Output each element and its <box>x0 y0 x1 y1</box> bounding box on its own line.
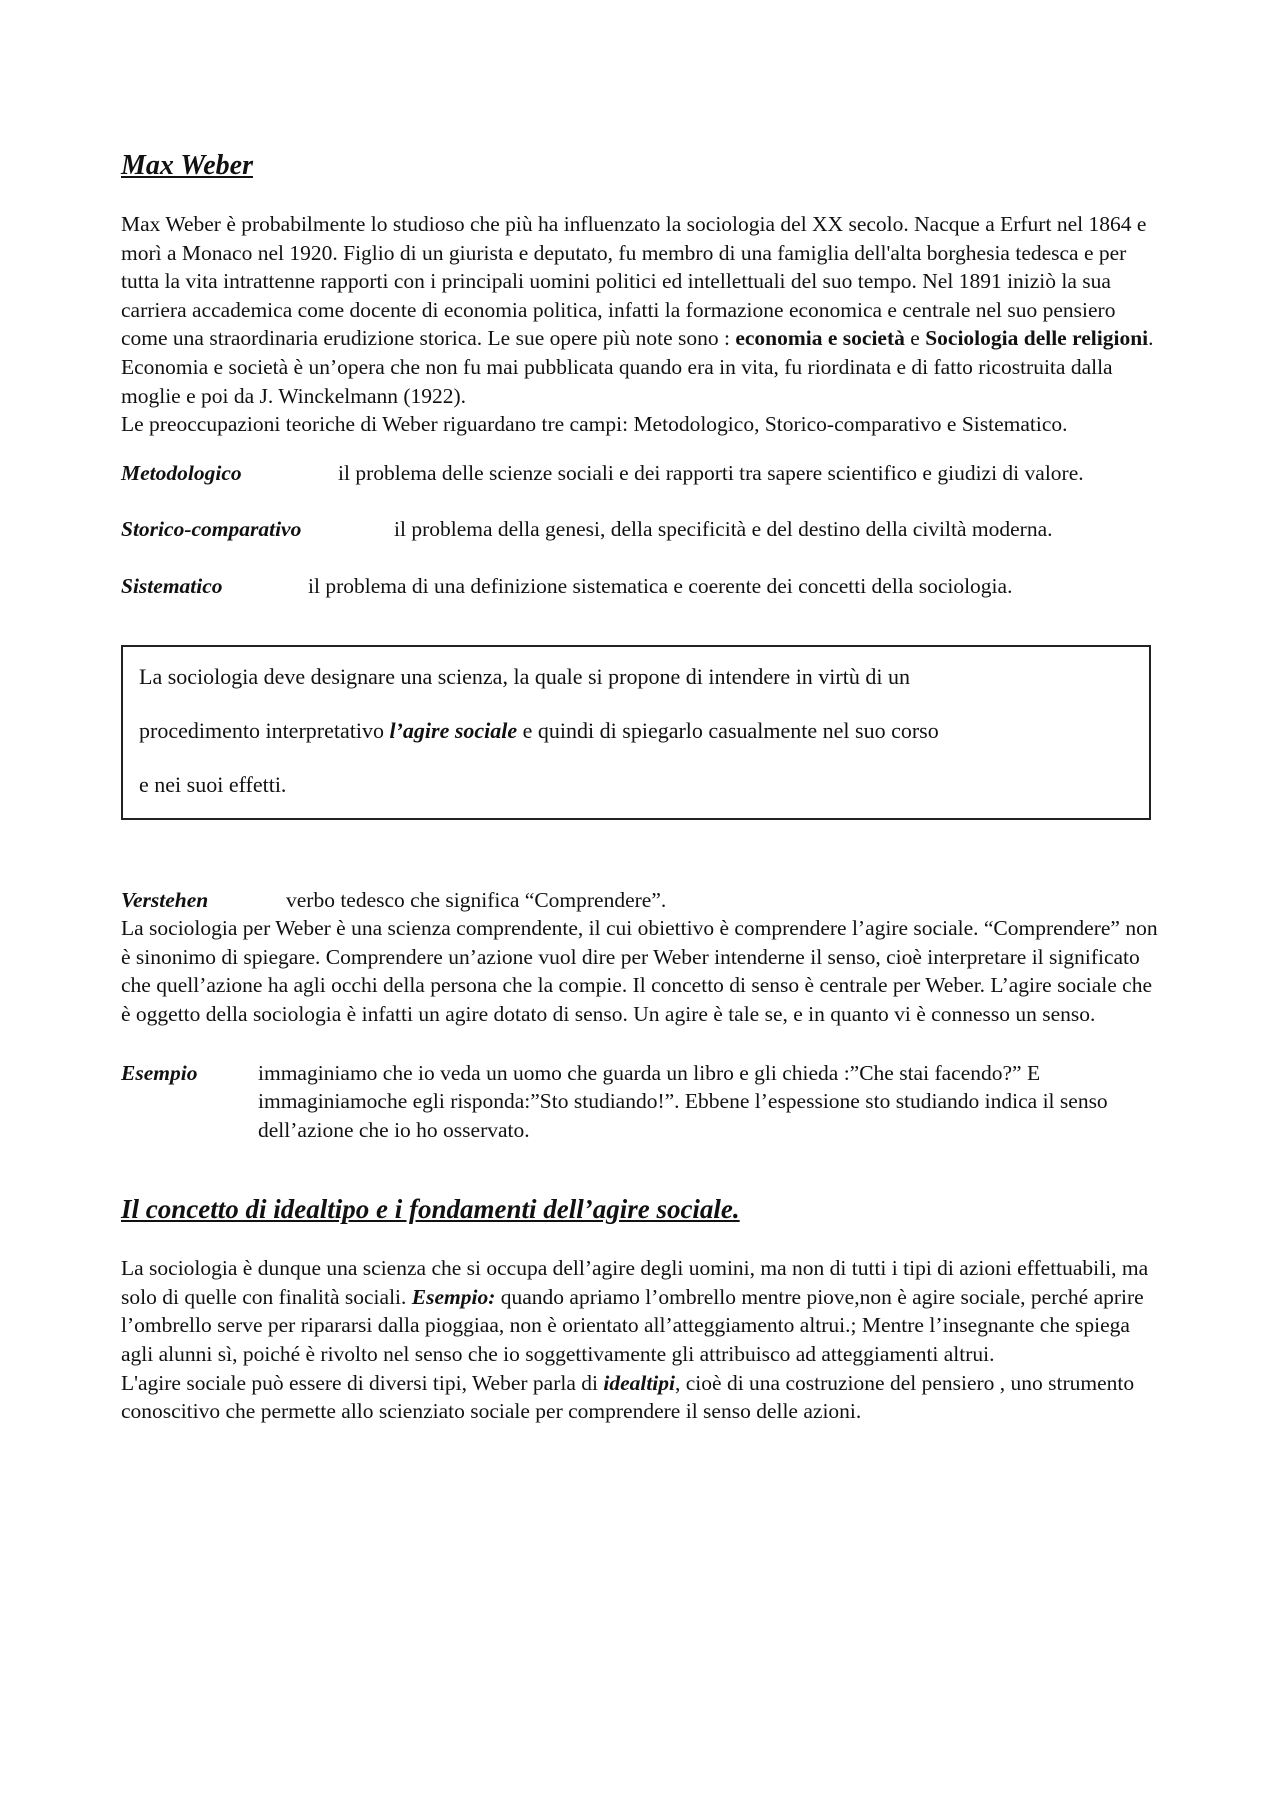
verstehen-desc: verbo tedesco che significa “Comprendere”. <box>286 887 667 912</box>
example-term: Esempio <box>121 1060 198 1085</box>
box-line-1: La sociologia deve designare una scienza, la quale si propone di intendere in virtù di un <box>139 663 910 689</box>
definition-sistematico <box>121 572 1166 601</box>
section-p2-pre: L'agire sociale può essere di diversi tipi, Weber parla di <box>121 1370 604 1395</box>
section-paragraph-2 <box>121 1369 1166 1426</box>
box-line-3: e nei suoi effetti. <box>139 771 287 797</box>
box-line-2 <box>139 704 1133 758</box>
work-title-economia: economia e società <box>735 326 905 351</box>
definitions-list <box>121 459 1166 601</box>
intro-text-2: . Economia e società è un’opera che non fu mai pubblicata quando era in vita, fu riordinata e di fatto ricostruita dalla moglie e poi da J. Winckelmann (1922). <box>121 326 1154 408</box>
verstehen-term: Verstehen <box>121 887 209 912</box>
verstehen-paragraph: La sociologia per Weber è una scienza comprendente, il cui obiettivo è comprendere l’agire sociale. “Comprendere” non è sinonimo di spiegare. Comprendere un’azione vuol dire per Weber intenderne il senso, cioè interpretare il significato che quell’azione ha agli occhi della persona che la compie. Il concetto di senso è centrale per Weber. L’agire sociale che è oggetto della sociologia è infatti un agire dotato di senso. Un agire è tale se, e in quanto vi è connesso un senso. <box>121 916 1158 1026</box>
definition-term: Metodologico <box>121 460 242 485</box>
example-desc: immaginiamo che io veda un uomo che guarda un libro e gli chieda :”Che stai facendo?” E immaginiamoche egli risponda:”Sto studiando!”. Ebbene l’espessione sto studiando indica il senso dell’azione che io ho osservato. <box>258 1060 1108 1142</box>
verstehen-row <box>121 886 1166 915</box>
definition-term: Sistematico <box>121 573 223 598</box>
definition-desc: il problema delle scienze sociali e dei rapporti tra sapere scientifico e giudizi di valore. <box>338 460 1084 485</box>
example-row <box>121 1059 1166 1145</box>
box-emphasis: l’agire sociale <box>389 717 518 743</box>
section-p2-post: , cioè di una costruzione del pensiero , uno strumento conoscitivo che permette allo scienziato sociale per comprendere il senso delle azioni. <box>121 1370 1135 1424</box>
intro-fields-paragraph: Le preoccupazioni teoriche di Weber riguardano tre campi: Metodologico, Storico-comparativo e Sistematico. <box>121 412 1068 437</box>
intro-and: e <box>904 326 926 351</box>
definition-box <box>121 645 1151 820</box>
intro-text: Max Weber è probabilmente lo studioso che più ha influenzato la sociologia del XX secolo. Nacque a Erfurt nel 1864 e morì a Monaco nel 1920. Figlio di un giurista e deputato, fu membro di una famiglia dell'alta borghesia tedesca e per tutta la vita intrattenne rapporti con i principali uomini politici ed intellettuali del suo tempo. Nel 1891 iniziò la sua carriera accademica come docente di economia politica, infatti la formazione economica e centrale nel suo pensiero come una straordinaria erudizione storica. Le sue opere più note sono : <box>121 212 1147 351</box>
page-title: Max Weber <box>121 150 253 181</box>
definition-term: Storico-comparativo <box>121 517 302 542</box>
section-paragraph-1 <box>121 1254 1166 1368</box>
section-title: Il concetto di idealtipo e i fondamenti dell’agire sociale. <box>121 1194 740 1225</box>
box-line-2-pre: procedimento interpretativo <box>139 717 390 743</box>
section-p1-post: quando apriamo l’ombrello mentre piove,non è agire sociale, perché aprire l’ombrello serve per ripararsi dalla pioggiaa, non è orientato all’atteggiamento altrui.; Mentre l’insegnante che spiega agli alunni sì, poiché è rivolto nel senso che io soggettivamente gli attribuisco ad atteggiamenti altrui. <box>121 1284 1144 1367</box>
definition-metodologico <box>121 459 1166 488</box>
document-body <box>121 148 1166 1426</box>
definition-desc: il problema della genesi, della specificità e del destino della civiltà moderna. <box>394 517 1053 542</box>
section-p2-emphasis: idealtipi <box>603 1370 676 1395</box>
definition-storico-comparativo <box>121 515 1166 544</box>
work-title-religioni: Sociologia delle religioni <box>925 326 1149 351</box>
intro-paragraph <box>121 210 1166 410</box>
box-line-2-post: e quindi di spiegarlo casualmente nel suo corso <box>517 717 939 743</box>
section-p1-emphasis: Esempio: <box>411 1284 496 1309</box>
section-p1-pre: La sociologia è dunque una scienza che si occupa dell’agire degli uomini, ma non di tutti i tipi di azioni effettuabili, ma solo di quelle con finalità sociali. <box>121 1256 1149 1309</box>
definition-desc: il problema di una definizione sistematica e coerente dei concetti della sociologia. <box>308 573 1013 598</box>
